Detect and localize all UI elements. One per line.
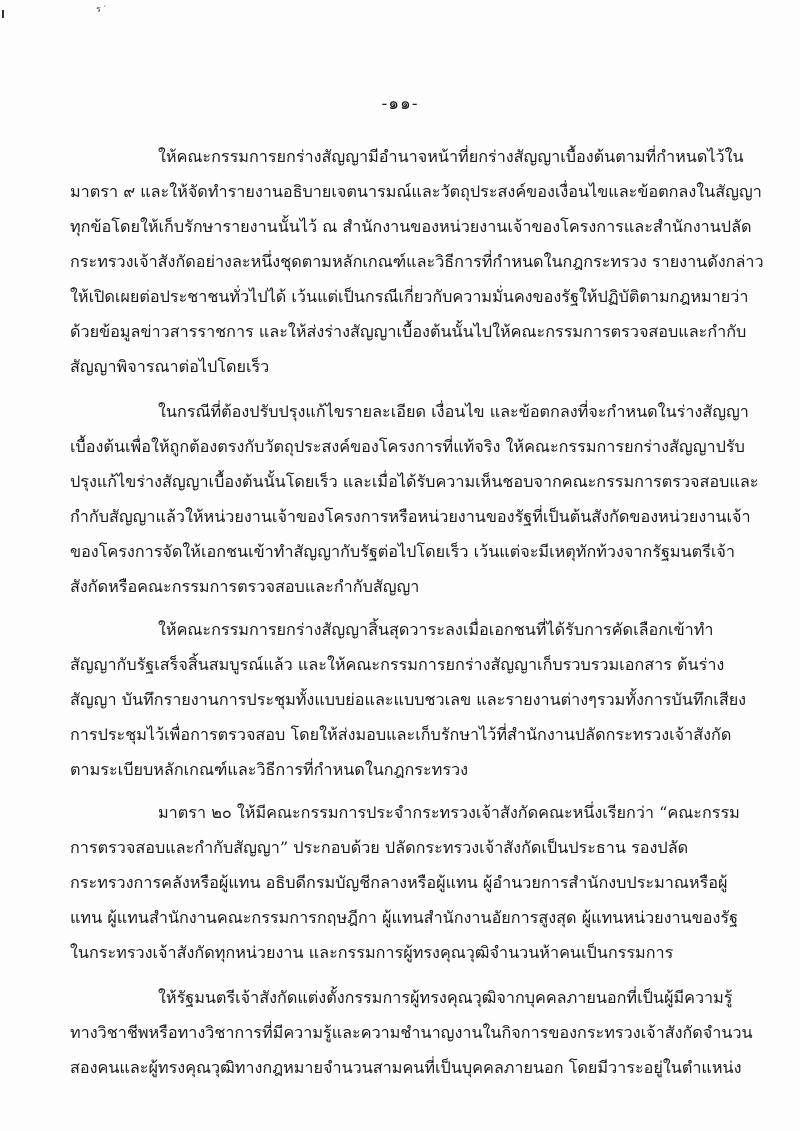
paragraph-line: แทน ผู้แทนสำนักงานคณะกรรมการกฤษฎีกา ผู้แทนสำนักงานอัยการสูงสุด ผู้แทนหน่วยงานของรัฐ — [70, 908, 739, 927]
paragraph-line: สองคนและผู้ทรงคุณวุฒิทางกฎหมายจำนวนสามคนที่เป็นบุคคลภายนอก โดยมีวาระอยู่ในตำแหน่ง — [70, 1058, 742, 1077]
section-line: มาตรา ๒๐ ให้มีคณะกรรมการประจำกระทรวงเจ้าสังกัดคณะหนึ่งเรียกว่า “คณะกรรม — [158, 803, 740, 822]
paragraph-line: ทุกข้อโดยให้เก็บรักษารายงานนั้นไว้ ณ สำนักงานของหน่วยงานเจ้าของโครงการและสำนักงานปลัด — [70, 217, 752, 236]
paragraph-line: การตรวจสอบและกำกับสัญญา” ประกอบด้วย ปลัดกระทรวงเจ้าสังกัดเป็นประธาน รองปลัด — [70, 838, 689, 857]
paragraph-line: กระทรวงการคลังหรือผู้แทน อธิบดีกรมบัญชีกลางหรือผู้แทน ผู้อำนวยการสำนักงบประมาณหรือผู้ — [70, 873, 728, 892]
margin-mark: ร ′ — [96, 5, 106, 15]
paragraph-line: กำกับสัญญาแล้วให้หน่วยงานเจ้าของโครงการหรือหน่วยงานของรัฐที่เป็นต้นสังกัดของหน่วยงานเจ้า — [70, 507, 751, 526]
paragraph-line: มาตรา ๙ และให้จัดทำรายงานอธิบายเจตนารมณ์และวัตถุประสงค์ของเงื่อนไขและข้อตกลงในสัญญา — [70, 182, 762, 201]
scan-edge-mark — [2, 10, 4, 18]
paragraph-line: ตามระเบียบหลักเกณฑ์และวิธีการที่กำหนดในกฎกระทรวง — [70, 760, 469, 779]
paragraph-line: ในกรณีที่ต้องปรับปรุงแก้ไขรายละเอียด เงื่อนไข และข้อตกลงที่จะกำหนดในร่างสัญญา — [158, 402, 749, 421]
paragraph-line: สังกัดหรือคณะกรรมการตรวจสอบและกำกับสัญญา — [70, 577, 420, 596]
paragraph-line: ให้รัฐมนตรีเจ้าสังกัดแต่งตั้งกรรมการผู้ทรงคุณวุฒิจากบุคคลภายนอกที่เป็นผู้มีความรู้ — [158, 988, 733, 1007]
paragraph-line: ด้วยข้อมูลข่าวสารราชการ และให้ส่งร่างสัญญาเบื้องต้นนั้นไปให้คณะกรรมการตรวจสอบและกำกับ — [70, 322, 747, 341]
paragraph-line: กระทรวงเจ้าสังกัดอย่างละหนึ่งชุดตามหลักเกณฑ์และวิธีการที่กำหนดในกฎกระทรวง รายงานดังกล่าว — [70, 252, 764, 271]
paragraph-line: สัญญาพิจารณาต่อไปโดยเร็ว — [70, 357, 270, 376]
paragraph-line: ในกระทรวงเจ้าสังกัดทุกหน่วยงาน และกรรมการผู้ทรงคุณวุฒิจำนวนห้าคนเป็นกรรมการ — [70, 943, 674, 962]
page-number: -๑๑- — [381, 94, 419, 114]
paragraph-line: สัญญากับรัฐเสร็จสิ้นสมบูรณ์แล้ว และให้คณะกรรมการยกร่างสัญญาเก็บรวบรวมเอกสาร ต้นร่าง — [70, 655, 725, 674]
paragraph-line: ของโครงการจัดให้เอกชนเข้าทำสัญญากับรัฐต่อไปโดยเร็ว เว้นแต่จะมีเหตุทักท้วงจากรัฐมนตรีเจ้า — [70, 542, 735, 561]
paragraph-line: ทางวิชาชีพหรือทางวิชาการที่มีความรู้และความชำนาญงานในกิจการของกระทรวงเจ้าสังกัดจำนวน — [70, 1023, 753, 1042]
paragraph-line: ปรุงแก้ไขร่างสัญญาเบื้องต้นนั้นโดยเร็ว และเมื่อได้รับความเห็นชอบจากคณะกรรมการตรวจสอบและ — [70, 472, 759, 491]
paragraph-line: ให้คณะกรรมการยกร่างสัญญาสิ้นสุดวาระลงเมื่อเอกชนที่ได้รับการคัดเลือกเข้าทำ — [158, 620, 714, 639]
paragraph-line: สัญญา บันทึกรายงานการประชุมทั้งแบบย่อและแบบชวเลข และรายงานต่างๆรวมทั้งการบันทึกเสียง — [70, 690, 747, 709]
paragraph-line: ให้เปิดเผยต่อประชาชนทั่วไปได้ เว้นแต่เป็นกรณีเกี่ยวกับความมั่นคงของรัฐให้ปฏิบัติตามกฎหมายว่า — [70, 287, 749, 306]
paragraph-line: ให้คณะกรรมการยกร่างสัญญามีอำนาจหน้าที่ยกร่างสัญญาเบื้องต้นตามที่กำหนดไว้ใน — [158, 147, 744, 166]
paragraph-line: การประชุมไว้เพื่อการตรวจสอบ โดยให้ส่งมอบและเก็บรักษาไว้ที่สำนักงานปลัดกระทรวงเจ้าสังกัด — [70, 725, 732, 744]
paragraph-line: เบื้องต้นเพื่อให้ถูกต้องตรงกับวัตถุประสงค์ของโครงการที่แท้จริง ให้คณะกรรมการยกร่างสัญญาปรับ — [70, 437, 745, 456]
